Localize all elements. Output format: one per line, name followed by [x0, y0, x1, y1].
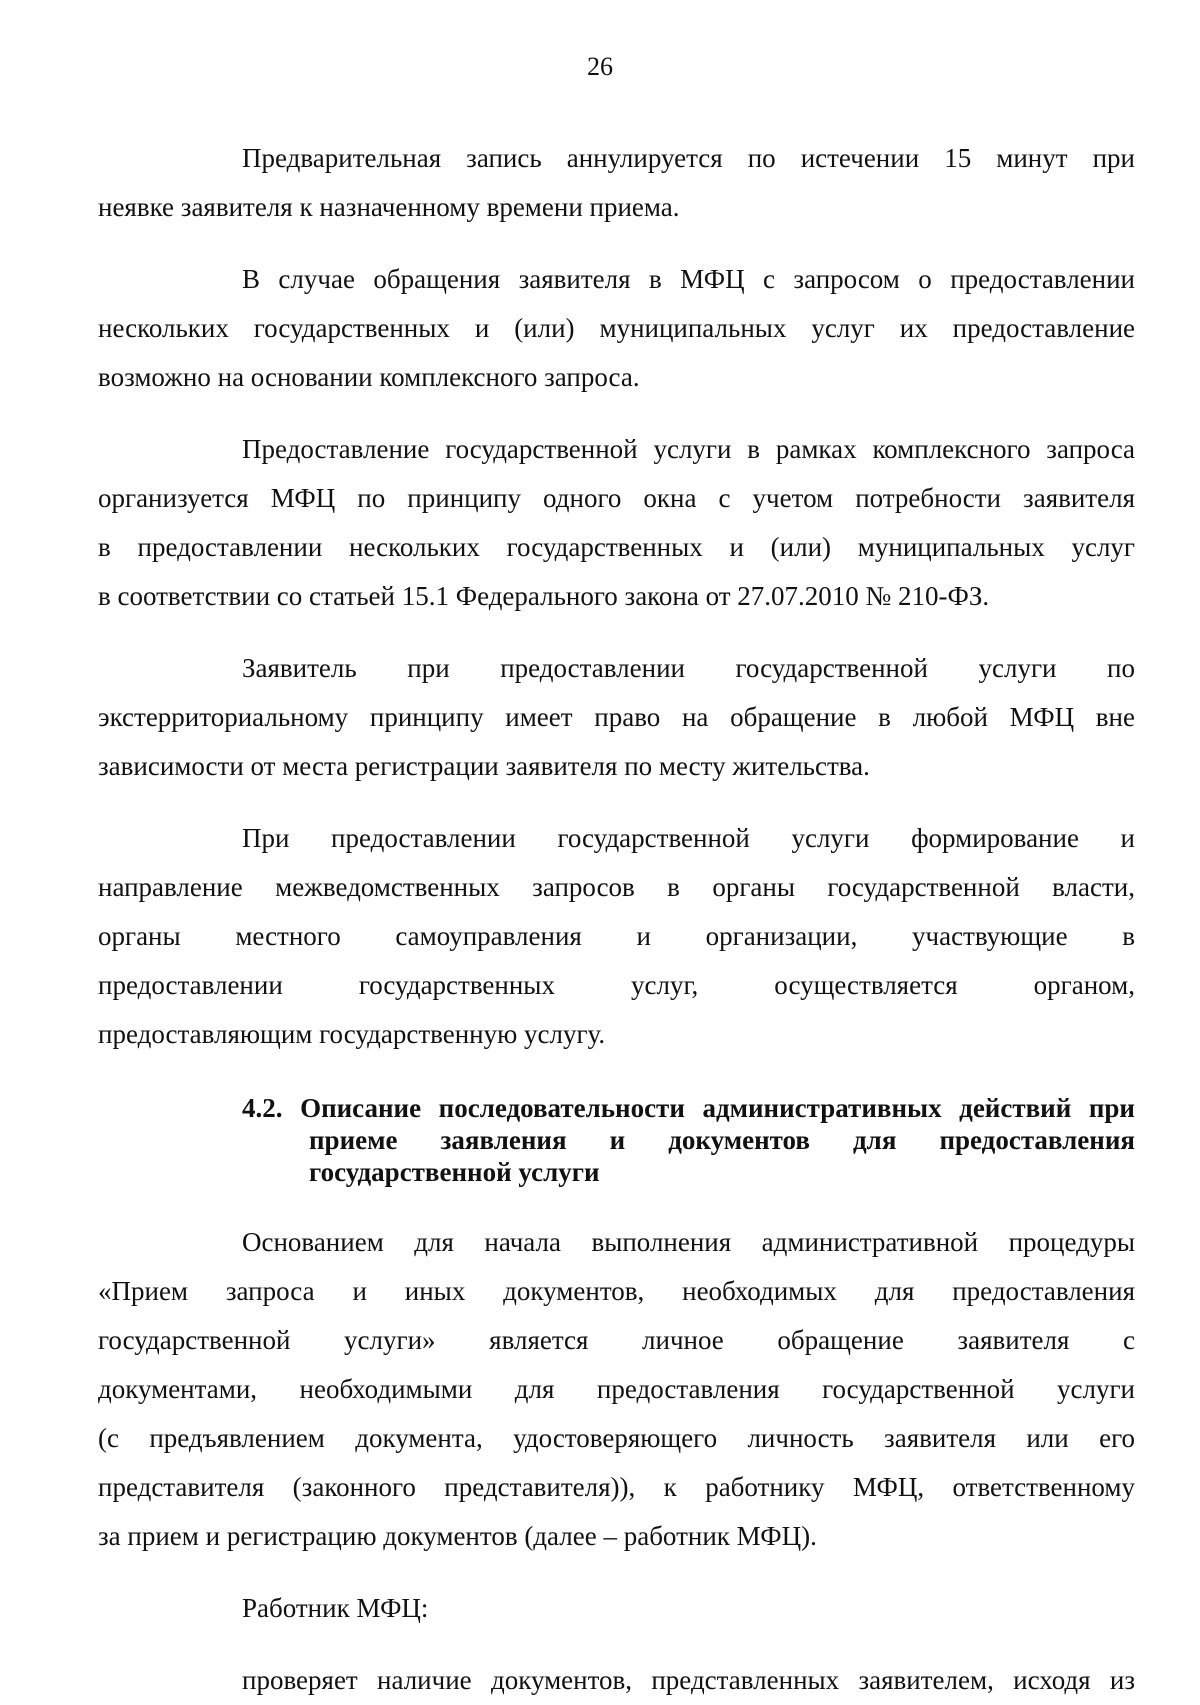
- text-line: представителя (законного представителя)), к работнику МФЦ, ответственному: [98, 1472, 1135, 1502]
- text-line: направление межведомственных запросов в органы государственной власти,: [98, 872, 1135, 902]
- paragraph-basis-for-procedure: [98, 1218, 1135, 1561]
- text-line: предоставляющим государственную услугу.: [98, 1019, 606, 1049]
- text-line: органы местного самоуправления и организации, участвующие в: [98, 921, 1135, 951]
- text-line: неявке заявителя к назначенному времени приема.: [98, 192, 680, 222]
- text-line: предоставлении государственных услуг, осуществляется органом,: [98, 970, 1135, 1000]
- text-line: организуется МФЦ по принципу одного окна с учетом потребности заявителя: [98, 483, 1135, 513]
- paragraph-extraterritorial: [98, 644, 1135, 791]
- paragraph-one-window: [98, 425, 1135, 621]
- text-line: в соответствии со статьей 15.1 Федерального закона от 27.07.2010 № 210-ФЗ.: [98, 581, 990, 611]
- text-line: Основанием для начала выполнения административной процедуры: [242, 1227, 1135, 1257]
- text-line: в предоставлении нескольких государственных и (или) муниципальных услуг: [98, 532, 1135, 562]
- text-line: Предварительная запись аннулируется по истечении 15 минут при: [242, 143, 1135, 173]
- text-line: (с предъявлением документа, удостоверяющего личность заявителя или его: [98, 1423, 1135, 1453]
- heading-line: 4.2. Описание последовательности административных действий при: [242, 1093, 1135, 1123]
- text-line: экстерриториальному принципу имеет право на обращение в любой МФЦ вне: [98, 702, 1135, 732]
- document-body: [98, 134, 1135, 1705]
- text-line: Предоставление государственной услуги в рамках комплексного запроса: [242, 434, 1135, 464]
- text-line: документами, необходимыми для предоставления государственной услуги: [98, 1374, 1135, 1404]
- worker-label: Работник МФЦ:: [242, 1593, 429, 1623]
- text-line: Заявитель при предоставлении государственной услуги по: [242, 653, 1135, 683]
- text-line: При предоставлении государственной услуги формирование и: [242, 823, 1135, 853]
- page-number: 26: [587, 52, 613, 81]
- text-line: В случае обращения заявителя в МФЦ с запросом о предоставлении: [242, 264, 1135, 294]
- text-line: зависимости от места регистрации заявителя по месту жительства.: [98, 751, 870, 781]
- paragraph-checks-documents: проверяет наличие документов, представленных заявителем, исходя из: [242, 1665, 1135, 1695]
- text-line: государственной услуги» является личное обращение заявителя с: [98, 1325, 1135, 1355]
- paragraph-preliminary-record: [98, 134, 1135, 232]
- text-line: возможно на основании комплексного запроса.: [98, 362, 640, 392]
- text-line: нескольких государственных и (или) муниципальных услуг их предоставление: [98, 313, 1135, 343]
- heading-line: приеме заявления и документов для предоставления: [309, 1125, 1135, 1155]
- text-line: за прием и регистрацию документов (далее – работник МФЦ).: [98, 1521, 817, 1551]
- heading-line: государственной услуги: [309, 1157, 600, 1187]
- section-heading-4-2: [170, 1092, 1135, 1188]
- text-line: «Прием запроса и иных документов, необходимых для предоставления: [98, 1276, 1135, 1306]
- paragraph-interagency-requests: [98, 814, 1135, 1059]
- paragraph-complex-request: [98, 255, 1135, 402]
